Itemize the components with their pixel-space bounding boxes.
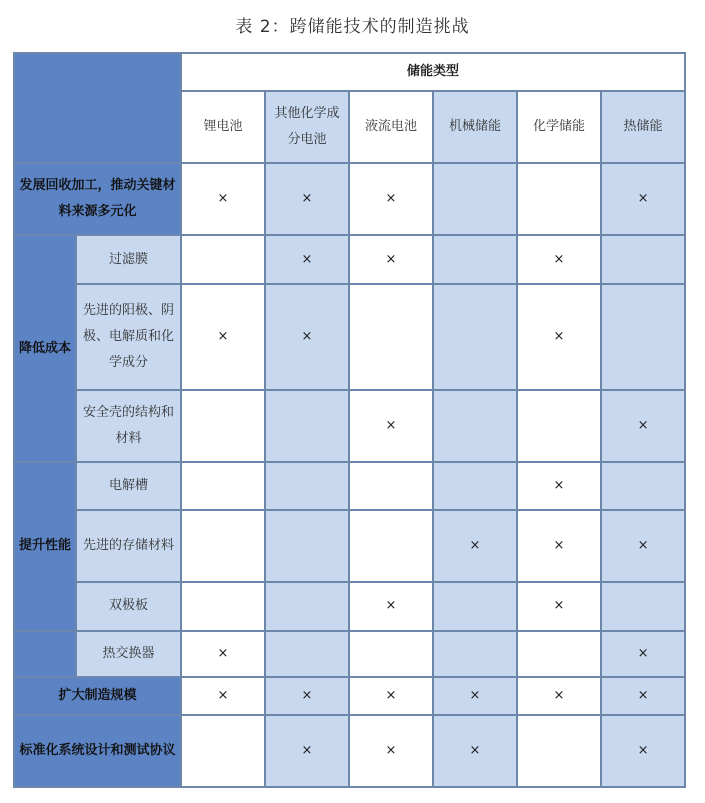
- cell-mark: ×: [601, 390, 685, 462]
- cell-mark: [601, 284, 685, 390]
- cell-mark: [433, 235, 517, 283]
- cell-mark: ×: [265, 715, 349, 787]
- col-header-mechanical: 机械储能: [433, 91, 517, 163]
- cell-mark: ×: [265, 677, 349, 715]
- sub-label: 双极板: [76, 582, 181, 630]
- col-header-thermal: 热储能: [601, 91, 685, 163]
- sub-label: 过滤膜: [76, 235, 181, 283]
- cell-mark: [181, 462, 265, 510]
- cell-mark: ×: [349, 235, 433, 283]
- col-header-other-chem: 其他化学成分电池: [265, 91, 349, 163]
- sub-label: 热交换器: [76, 631, 181, 677]
- cell-mark: [433, 631, 517, 677]
- cell-mark: [181, 235, 265, 283]
- cell-mark: ×: [349, 390, 433, 462]
- cell-mark: [265, 582, 349, 630]
- cell-mark: [181, 715, 265, 787]
- cell-mark: ×: [265, 284, 349, 390]
- header-row-1: [14, 53, 685, 91]
- group-label-improve-performance: 提升性能: [14, 462, 76, 630]
- table-row: [14, 163, 685, 235]
- cell-mark: [433, 582, 517, 630]
- cell-mark: ×: [517, 510, 601, 582]
- cell-mark: [601, 582, 685, 630]
- cell-mark: ×: [181, 677, 265, 715]
- table-title: 表 2：跨储能技术的制造挑战: [235, 17, 470, 37]
- cell-mark: [349, 284, 433, 390]
- table-row: [14, 582, 685, 630]
- cell-mark: [265, 631, 349, 677]
- cell-mark: [517, 163, 601, 235]
- cell-mark: [601, 235, 685, 283]
- table-row: [14, 390, 685, 462]
- cell-mark: ×: [181, 163, 265, 235]
- manufacturing-challenges-table: [13, 52, 686, 788]
- table-row: [14, 631, 685, 677]
- cell-mark: ×: [601, 631, 685, 677]
- cell-mark: ×: [601, 677, 685, 715]
- cell-mark: ×: [517, 462, 601, 510]
- table-row: [14, 462, 685, 510]
- cell-mark: ×: [601, 715, 685, 787]
- sub-label: 安全壳的结构和材料: [76, 390, 181, 462]
- cell-mark: [517, 715, 601, 787]
- cell-mark: [181, 582, 265, 630]
- cell-mark: [517, 390, 601, 462]
- cell-mark: ×: [433, 510, 517, 582]
- cell-mark: ×: [601, 510, 685, 582]
- cell-mark: ×: [181, 631, 265, 677]
- cell-mark: ×: [349, 677, 433, 715]
- cell-mark: [517, 631, 601, 677]
- cell-mark: ×: [517, 235, 601, 283]
- col-header-lithium: 锂电池: [181, 91, 265, 163]
- cell-mark: ×: [349, 715, 433, 787]
- cell-mark: ×: [517, 284, 601, 390]
- cell-mark: ×: [349, 163, 433, 235]
- cell-mark: [601, 462, 685, 510]
- col-header-chemical: 化学储能: [517, 91, 601, 163]
- cell-mark: ×: [601, 163, 685, 235]
- cell-mark: [265, 390, 349, 462]
- table-row: [14, 284, 685, 390]
- row-label-recycling: 发展回收加工，推动关键材料来源多元化: [14, 163, 181, 235]
- group-label-empty: [14, 631, 76, 677]
- cell-mark: ×: [433, 677, 517, 715]
- cell-mark: [433, 390, 517, 462]
- cell-mark: ×: [265, 163, 349, 235]
- cell-mark: [265, 462, 349, 510]
- cell-mark: [433, 284, 517, 390]
- table-row: [14, 510, 685, 582]
- cell-mark: [349, 462, 433, 510]
- table-row: [14, 715, 685, 787]
- cell-mark: [181, 390, 265, 462]
- cell-mark: [349, 631, 433, 677]
- group-label-reduce-cost: 降低成本: [14, 235, 76, 462]
- cell-mark: ×: [265, 235, 349, 283]
- row-label-scale-up: 扩大制造规模: [14, 677, 181, 715]
- row-label-standardize: 标准化系统设计和测试协议: [14, 715, 181, 787]
- cell-mark: ×: [181, 284, 265, 390]
- cell-mark: [433, 462, 517, 510]
- cell-mark: ×: [517, 582, 601, 630]
- cell-mark: [433, 163, 517, 235]
- cell-mark: [349, 510, 433, 582]
- storage-types-header: 储能类型: [181, 53, 685, 91]
- cell-mark: [265, 510, 349, 582]
- cell-mark: ×: [517, 677, 601, 715]
- sub-label: 先进的存储材料: [76, 510, 181, 582]
- header-corner-cell: [14, 53, 181, 163]
- cell-mark: ×: [433, 715, 517, 787]
- sub-label: 电解槽: [76, 462, 181, 510]
- cell-mark: ×: [349, 582, 433, 630]
- col-header-flow: 液流电池: [349, 91, 433, 163]
- sub-label: 先进的阳极、阴极、电解质和化学成分: [76, 284, 181, 390]
- table-row: [14, 235, 685, 283]
- table-row: [14, 677, 685, 715]
- cell-mark: [181, 510, 265, 582]
